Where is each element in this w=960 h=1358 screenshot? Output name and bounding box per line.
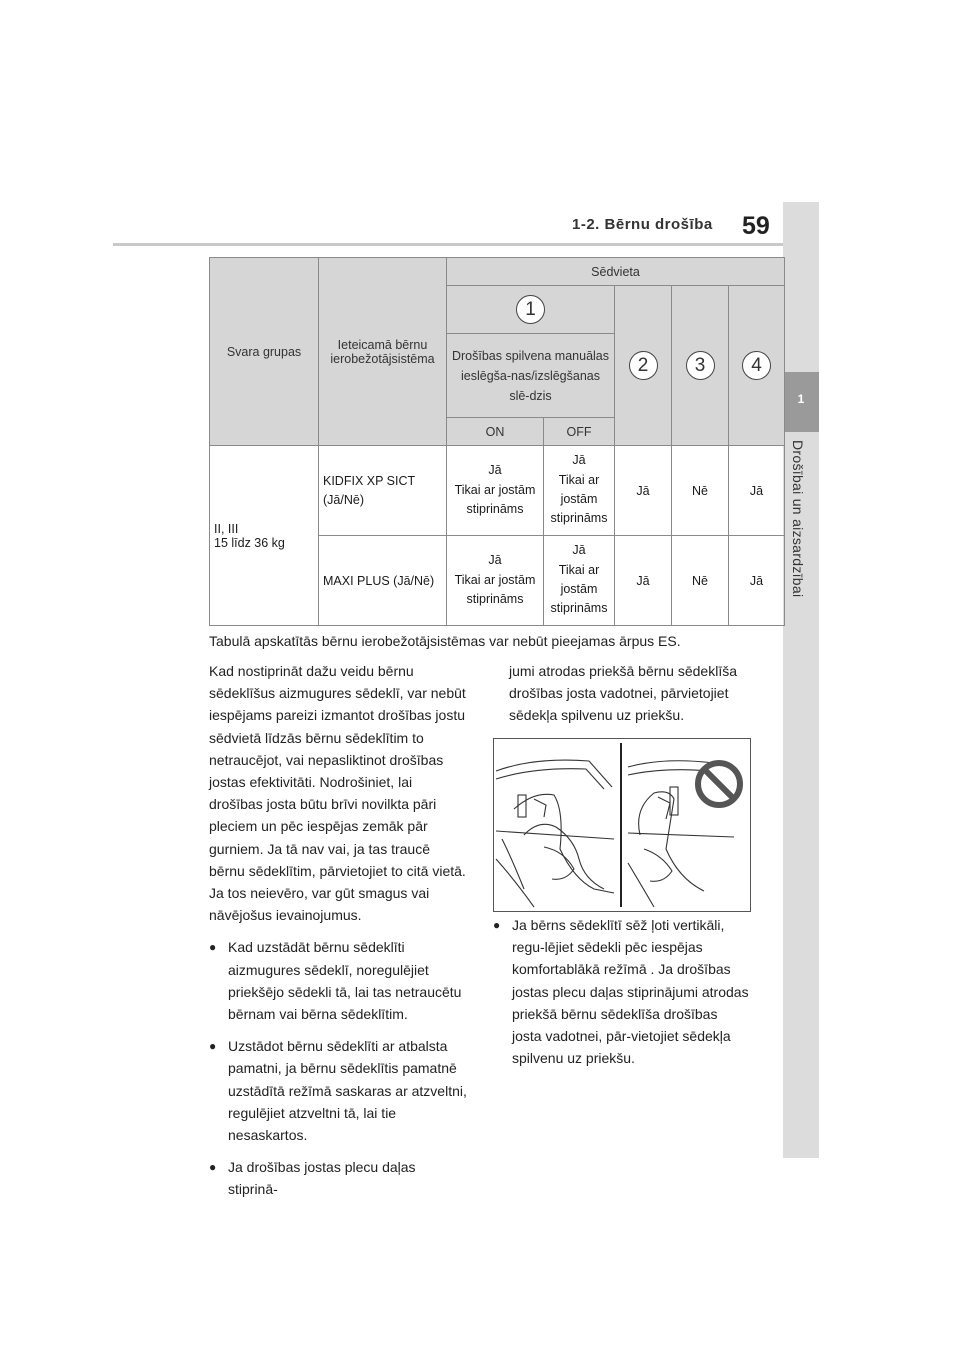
weight-group-line2: 15 līdz 36 kg <box>214 535 285 550</box>
header-weight-group: Svara grupas <box>210 258 319 446</box>
child-seat-table <box>209 257 785 626</box>
weight-group-line1: II, III <box>214 521 239 536</box>
section-title: 1-2. Bērnu drošība <box>572 216 713 233</box>
weight-group-cell <box>210 446 319 626</box>
left-column <box>209 660 467 1211</box>
page-number: 59 <box>742 212 770 240</box>
seat-3-number: 3 <box>686 351 715 380</box>
prohibited-icon <box>698 763 740 805</box>
seat1-off-value: Jā <box>572 543 586 557</box>
airbag-switch-label: Drošības spilvena manuālas ieslēgša-nas/izslēgšanas slē-dzis <box>447 334 615 418</box>
seat1-on-value: Jā <box>488 462 502 477</box>
seat4-value: Jā <box>729 446 785 536</box>
seat4-value: Jā <box>729 536 785 626</box>
seat-1-number: 1 <box>516 295 545 324</box>
header-recommended-system: Ieteicamā bērnu ierobežotājsistēma <box>319 258 447 446</box>
seat1-off-note: Tikai ar jostām stiprināms <box>550 473 608 525</box>
chapter-number: 1 <box>797 392 805 406</box>
seat-2-header <box>615 286 672 446</box>
header-seat-position: Sēdvieta <box>447 258 785 286</box>
chapter-side-tab <box>783 202 819 1158</box>
bullet-item: ● Ja drošības jostas plecu daļas stiprinā- <box>209 1156 467 1200</box>
seat2-value: Jā <box>615 536 672 626</box>
seat3-value: Nē <box>672 536 729 626</box>
seat1-off-cell <box>544 536 615 626</box>
bullet-item: ● Uzstādot bērnu sēdeklīti ar atbalsta pamatni, ja bērnu sēdeklītis pamatnē uzstādītā režīmā saskaras ar atzveltni, regulējiet atzveltni tā, lai tie nesaskartos. <box>209 1035 467 1146</box>
seat1-on-note: Tikai ar jostām stiprināms <box>454 572 536 606</box>
bullet-item: ● Ja bērns sēdeklītī sēž ļoti vertikāli, regu-lējiet sēdekli pēc iespējas komfortablākā režīmā . Ja drošības jostas plecu daļas stiprinājumi atrodas priekšā bērnu sēdeklīša drošības josta vadotnei, pār-vietojiet sēdekļa spilvenu uz priekšu. <box>493 914 749 1069</box>
seat1-on-value: Jā <box>488 552 502 567</box>
system-name: MAXI PLUS (Jā/Nē) <box>319 536 447 626</box>
system-name: KIDFIX XP SICT (Jā/Nē) <box>319 446 447 536</box>
seat1-on-cell <box>447 536 544 626</box>
off-label: OFF <box>544 418 615 446</box>
seat-2-number: 2 <box>629 351 658 380</box>
seat1-off-note: Tikai ar jostām stiprināms <box>550 563 608 615</box>
bullet-item: ● Kad uzstādāt bērnu sēdeklīti aizmugures sēdeklī, noregulējiet priekšējo sēdekli tā, lai tas netraucētu bērnam vai bērna sēdeklītim. <box>209 936 467 1025</box>
seat1-on-cell <box>447 446 544 536</box>
right-column-continuation: jumi atrodas priekšā bērnu sēdeklīša drošības josta vadotnei, pārvietojiet sēdekļa spilvenu uz priekšu. <box>509 663 738 724</box>
seat-4-number: 4 <box>742 351 771 380</box>
seat-3-header <box>672 286 729 446</box>
seat2-value: Jā <box>615 446 672 536</box>
on-label: ON <box>447 418 544 446</box>
seat1-off-cell <box>544 446 615 536</box>
seat1-on-note: Tikai ar jostām stiprināms <box>454 482 536 516</box>
seat3-value: Nē <box>672 446 729 536</box>
child-seat-illustration <box>493 738 751 912</box>
intro-paragraph: Kad nostiprināt dažu veidu bērnu sēdeklīšus aizmugures sēdeklī, var nebūt iespējams pareizi izmantot drošības jostu sēdvietā līdzās bērnu sēdeklītim to netraucējot, vai nepasliktinot drošības jostas efektivitāti. Nodrošiniet, lai drošības josta būtu brīvi novilkta pāri pleciem un pēc iespējas zemāk pār gurniem. Ja tā nav vai, ja tas traucē bērnu sēdeklītim, pārvietojiet to citā vietā. Ja tos neievēro, var gūt smagus vai nāvējošus ievainojumus. <box>209 663 466 924</box>
table-note: Tabulā apskatītās bērnu ierobežotājsistēmas var nebūt pieejamas ārpus ES. <box>209 633 681 649</box>
seat-1-header <box>447 286 615 334</box>
chapter-label: Drošībai un aizsardzībai <box>790 440 806 598</box>
header-divider <box>113 243 783 246</box>
right-column-bullets <box>493 914 749 1079</box>
seat-4-header <box>729 286 785 446</box>
seat1-off-value: Jā <box>572 453 586 467</box>
